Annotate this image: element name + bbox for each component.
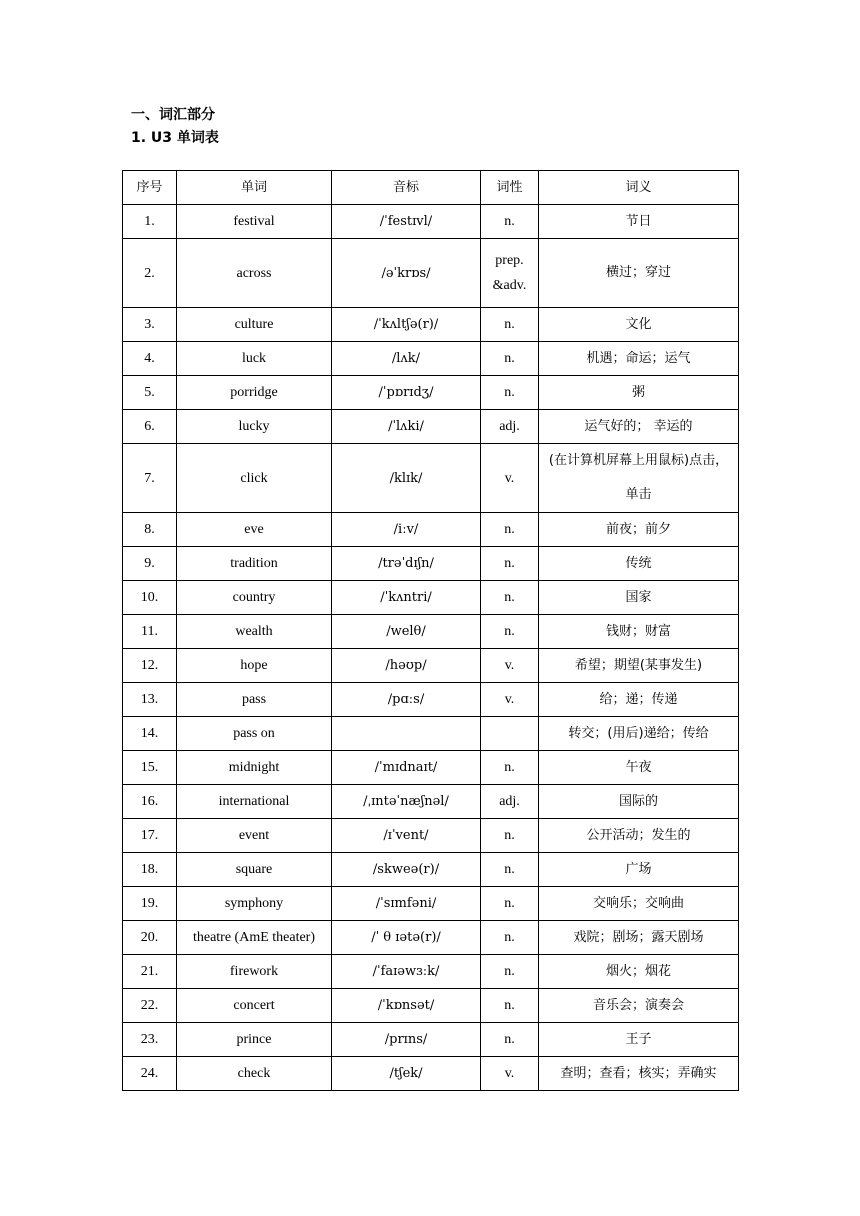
cell-number: 15. [123,751,177,785]
cell-part-of-speech: n. [481,615,539,649]
cell-phonetic: /trəˈdɪʃn/ [332,547,481,581]
section-title: 一、词汇部分 [131,107,215,123]
cell-phonetic: /welθ/ [332,615,481,649]
table-row [123,342,739,376]
cell-number: 6. [123,410,177,444]
table-row [123,1023,739,1057]
cell-meaning: 公开活动；发生的 [539,819,739,853]
cell-meaning: 国家 [539,581,739,615]
cell-word: wealth [177,615,332,649]
cell-word: pass on [177,717,332,751]
cell-number: 23. [123,1023,177,1057]
header-phonetic: 音标 [332,171,481,205]
cell-part-of-speech: v. [481,649,539,683]
cell-phonetic: /ˈfestɪvl/ [332,205,481,239]
header-part-of-speech: 词性 [481,171,539,205]
cell-word: check [177,1057,332,1091]
cell-meaning: 广场 [539,853,739,887]
cell-word: culture [177,308,332,342]
cell-part-of-speech: n. [481,887,539,921]
cell-part-of-speech: adj. [481,410,539,444]
cell-number: 11. [123,615,177,649]
table-row [123,751,739,785]
cell-part-of-speech: n. [481,342,539,376]
table-row [123,581,739,615]
cell-word: lucky [177,410,332,444]
cell-word: eve [177,513,332,547]
cell-meaning: 节日 [539,205,739,239]
cell-part-of-speech: v. [481,444,539,513]
cell-phonetic: /ˌɪntəˈnæʃnəl/ [332,785,481,819]
cell-number: 14. [123,717,177,751]
table-row [123,853,739,887]
cell-number: 22. [123,989,177,1023]
cell-part-of-speech: v. [481,683,539,717]
cell-part-of-speech: n. [481,751,539,785]
cell-number: 10. [123,581,177,615]
cell-meaning: 午夜 [539,751,739,785]
table-row [123,887,739,921]
cell-phonetic: /ˈfaɪəwɜːk/ [332,955,481,989]
cell-word: across [177,239,332,308]
table-row [123,955,739,989]
cell-meaning: 横过；穿过 [539,239,739,308]
cell-part-of-speech: n. [481,308,539,342]
cell-number: 1. [123,205,177,239]
cell-word: event [177,819,332,853]
cell-number: 18. [123,853,177,887]
cell-meaning: 王子 [539,1023,739,1057]
cell-phonetic: /skweə(r)/ [332,853,481,887]
header-number: 序号 [123,171,177,205]
cell-part-of-speech [481,717,539,751]
cell-phonetic: /iːv/ [332,513,481,547]
cell-meaning: 运气好的； 幸运的 [539,410,739,444]
cell-word: international [177,785,332,819]
cell-number: 5. [123,376,177,410]
cell-meaning: 粥 [539,376,739,410]
cell-meaning: (在计算机屏幕上用鼠标)点击，单击 [539,444,739,513]
cell-part-of-speech: n. [481,989,539,1023]
cell-part-of-speech: n. [481,205,539,239]
cell-part-of-speech: adj. [481,785,539,819]
cell-meaning: 戏院；剧场；露天剧场 [539,921,739,955]
cell-word: square [177,853,332,887]
cell-word: symphony [177,887,332,921]
cell-part-of-speech: n. [481,376,539,410]
table-row [123,921,739,955]
table-row [123,717,739,751]
cell-number: 8. [123,513,177,547]
header-meaning: 词义 [539,171,739,205]
cell-meaning: 希望；期望(某事发生) [539,649,739,683]
cell-phonetic: /ˈkɒnsət/ [332,989,481,1023]
cell-phonetic: /prɪns/ [332,1023,481,1057]
cell-meaning: 音乐会；演奏会 [539,989,739,1023]
cell-phonetic: /ɪˈvent/ [332,819,481,853]
cell-part-of-speech: n. [481,955,539,989]
table-body [123,205,739,1091]
table-row [123,785,739,819]
cell-word: prince [177,1023,332,1057]
cell-phonetic: /əˈkrɒs/ [332,239,481,308]
table-row [123,615,739,649]
cell-meaning: 传统 [539,547,739,581]
cell-phonetic [332,717,481,751]
table-row [123,205,739,239]
cell-phonetic: /ˈsɪmfəni/ [332,887,481,921]
cell-phonetic: /ˈmɪdnaɪt/ [332,751,481,785]
cell-word: firework [177,955,332,989]
cell-meaning: 交响乐；交响曲 [539,887,739,921]
subsection-title: 1. U3 单词表 [131,130,219,146]
cell-word: hope [177,649,332,683]
cell-part-of-speech: n. [481,513,539,547]
table-row [123,649,739,683]
cell-part-of-speech: v. [481,1057,539,1091]
cell-word: click [177,444,332,513]
vocabulary-table [122,170,739,1091]
cell-part-of-speech: n. [481,921,539,955]
header-word: 单词 [177,171,332,205]
cell-phonetic: /ˈlʌki/ [332,410,481,444]
cell-number: 9. [123,547,177,581]
table-row [123,1057,739,1091]
cell-phonetic: /ˈ θ ɪətə(r)/ [332,921,481,955]
cell-number: 24. [123,1057,177,1091]
cell-number: 3. [123,308,177,342]
cell-phonetic: /ˈpɒrɪdʒ/ [332,376,481,410]
table-row [123,444,739,513]
table-row [123,308,739,342]
cell-phonetic: /ˈkʌntri/ [332,581,481,615]
cell-number: 16. [123,785,177,819]
cell-part-of-speech: prep. &adv. [481,239,539,308]
cell-number: 12. [123,649,177,683]
cell-meaning: 国际的 [539,785,739,819]
cell-phonetic: /ˈkʌltʃə(r)/ [332,308,481,342]
cell-phonetic: /pɑːs/ [332,683,481,717]
cell-part-of-speech: n. [481,547,539,581]
cell-number: 21. [123,955,177,989]
cell-meaning: 给；递；传递 [539,683,739,717]
table-header-row [123,171,739,205]
cell-meaning: 转交；(用后)递给；传给 [539,717,739,751]
cell-word: festival [177,205,332,239]
cell-number: 2. [123,239,177,308]
table-row [123,683,739,717]
cell-word: pass [177,683,332,717]
cell-meaning: 前夜；前夕 [539,513,739,547]
cell-part-of-speech: n. [481,819,539,853]
cell-meaning: 文化 [539,308,739,342]
cell-phonetic: /klɪk/ [332,444,481,513]
cell-part-of-speech: n. [481,853,539,887]
cell-number: 13. [123,683,177,717]
cell-meaning: 烟火；烟花 [539,955,739,989]
cell-number: 4. [123,342,177,376]
table-row [123,376,739,410]
cell-meaning: 钱财；财富 [539,615,739,649]
cell-number: 20. [123,921,177,955]
cell-meaning: 机遇；命运；运气 [539,342,739,376]
table-row [123,410,739,444]
table-row [123,513,739,547]
cell-word: theatre (AmE theater) [177,921,332,955]
cell-phonetic: /lʌk/ [332,342,481,376]
cell-word: tradition [177,547,332,581]
cell-part-of-speech: n. [481,581,539,615]
table-row [123,239,739,308]
cell-word: country [177,581,332,615]
cell-phonetic: /həʊp/ [332,649,481,683]
cell-number: 17. [123,819,177,853]
cell-number: 19. [123,887,177,921]
cell-number: 7. [123,444,177,513]
table-row [123,819,739,853]
cell-part-of-speech: n. [481,1023,539,1057]
cell-word: midnight [177,751,332,785]
cell-word: concert [177,989,332,1023]
cell-phonetic: /tʃek/ [332,1057,481,1091]
cell-word: luck [177,342,332,376]
cell-word: porridge [177,376,332,410]
table-row [123,989,739,1023]
table-row [123,547,739,581]
cell-meaning: 查明；查看；核实；弄确实 [539,1057,739,1091]
